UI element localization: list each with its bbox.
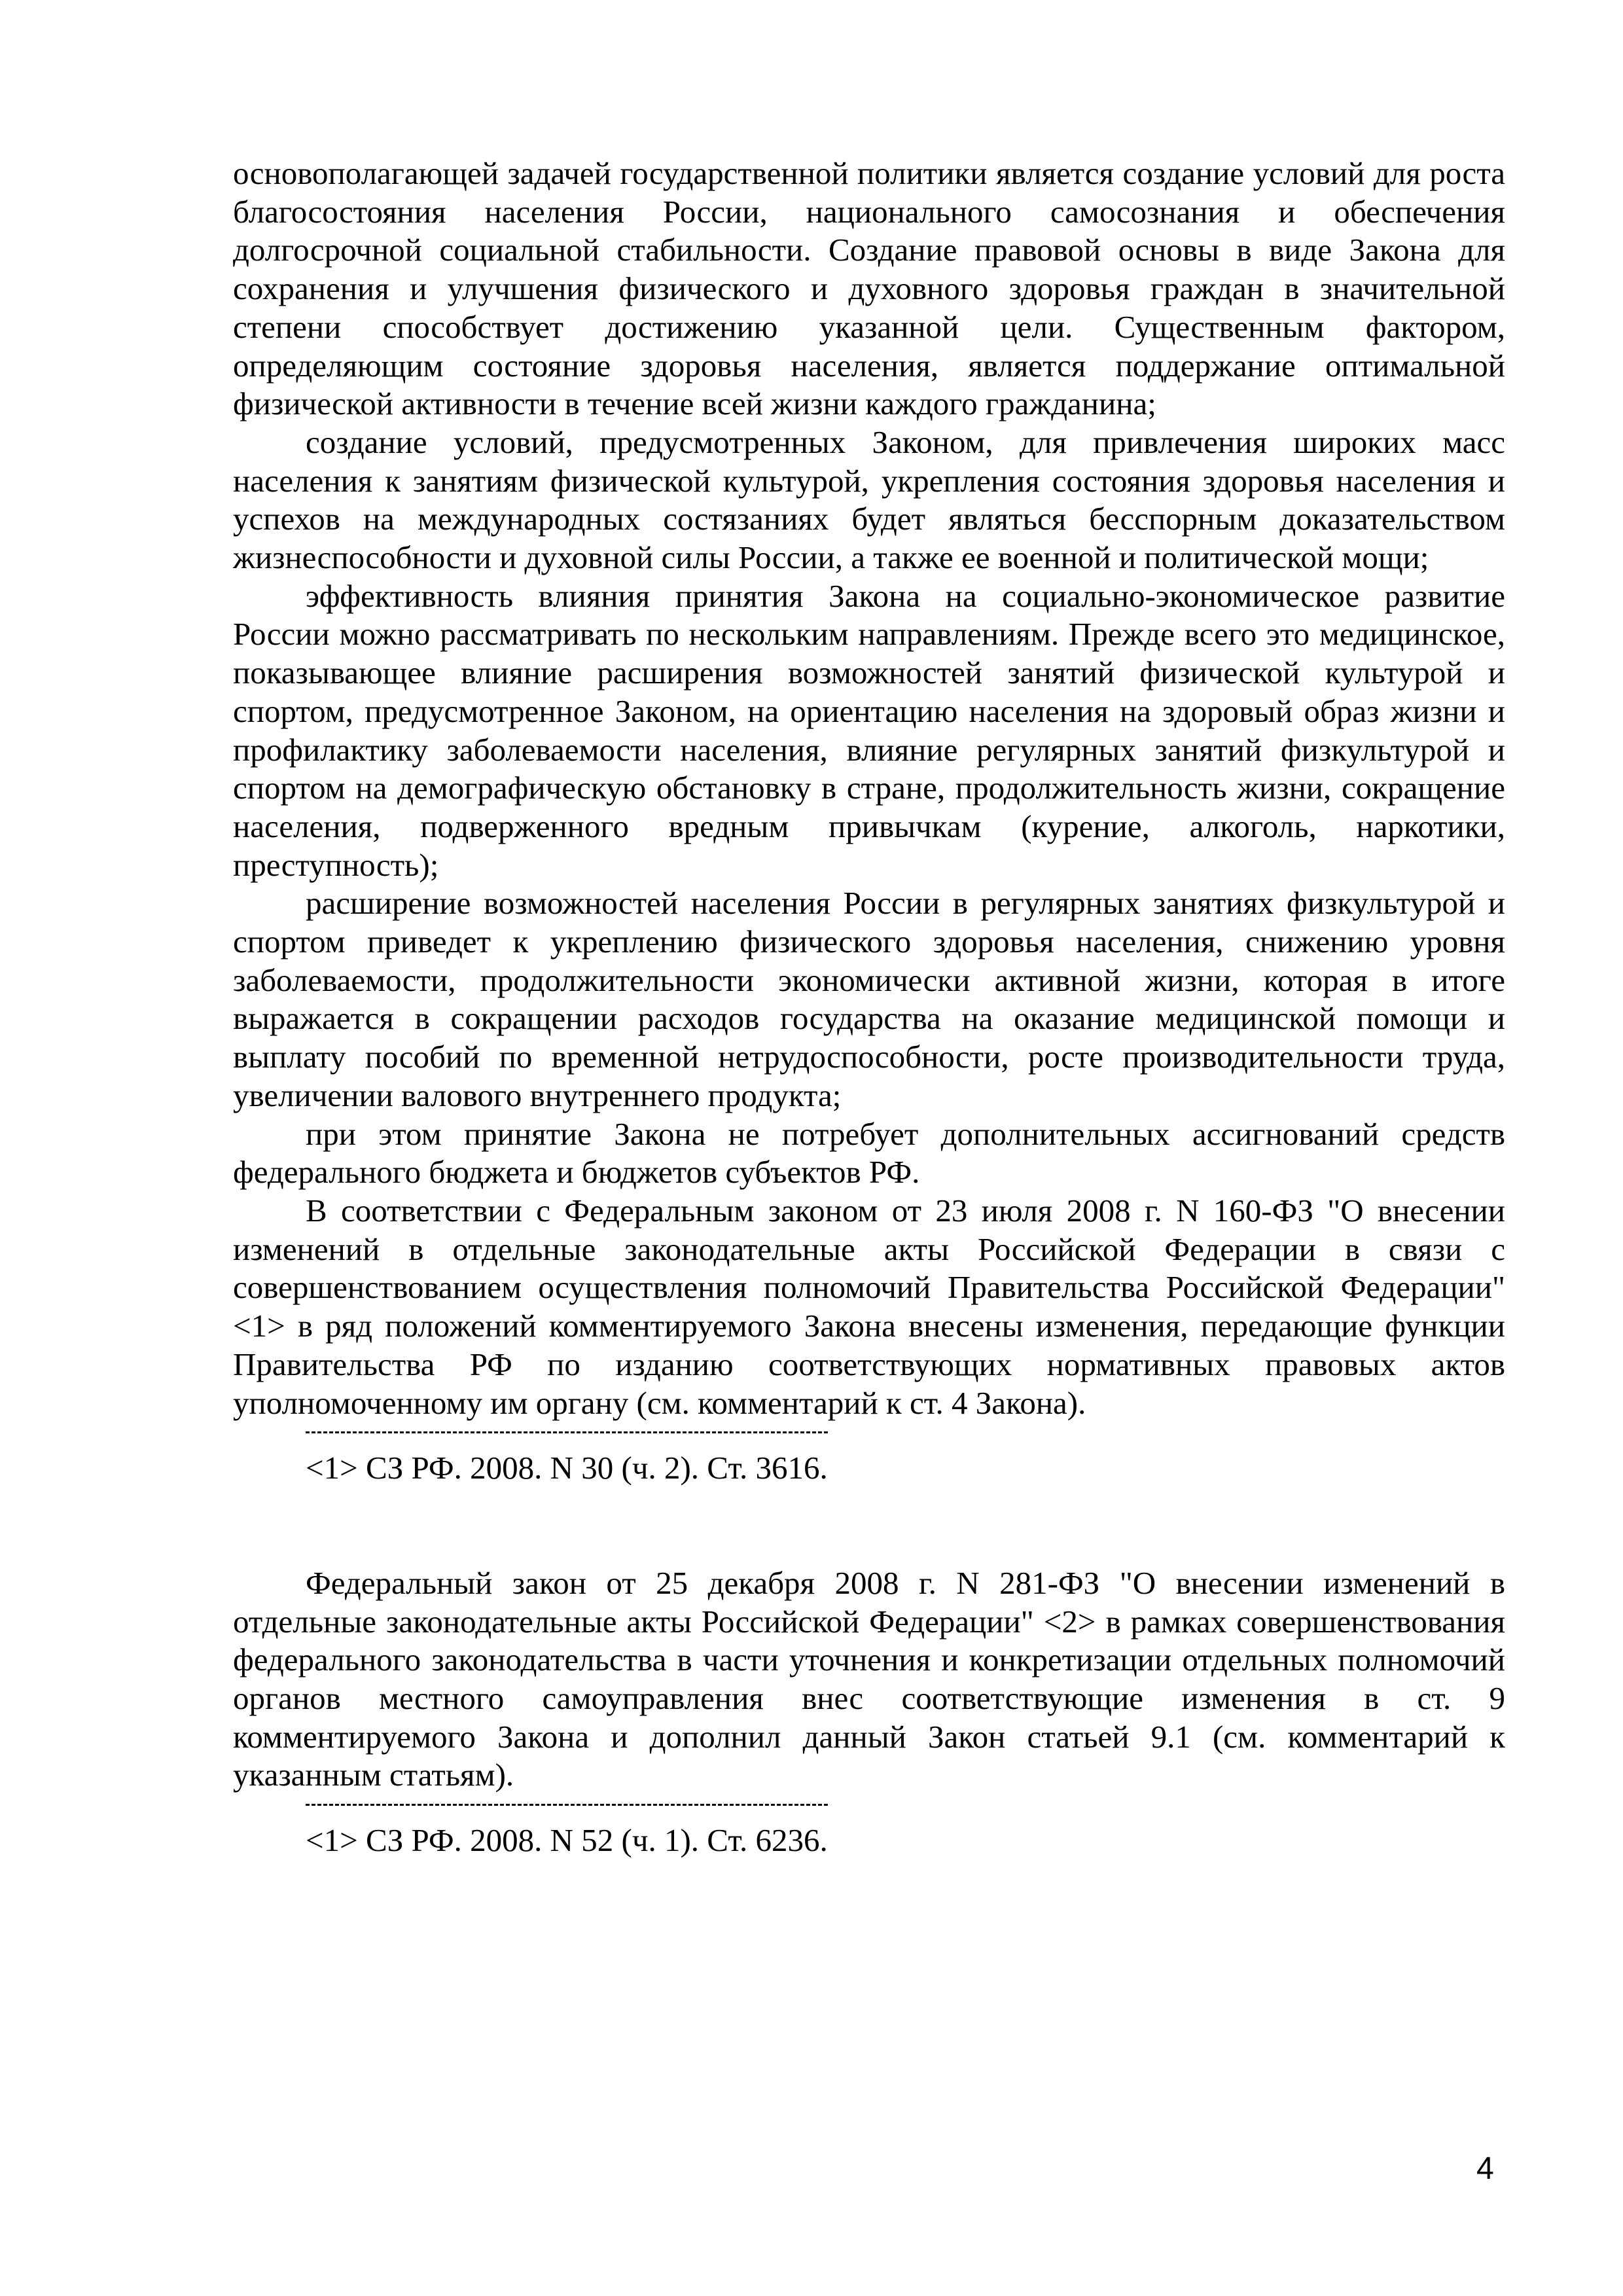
paragraph-opportunities: расширение возможностей населения России в регулярных занятиях физкультурой и спортом приведет к укреплению физического здоровья населения, снижению уровня заболеваемости, продолжительности экономически активной жизни, которая в итоге выражается в сокращении расходов государства на оказание медицинской помощи и выплату пособий по временной нетрудоспособности, росте производительности труда, увеличении валового внутреннего продукта; <box>233 885 1505 1113</box>
section-spacer <box>233 1488 1505 1564</box>
footnote-divider <box>306 1431 828 1433</box>
paragraph-conditions: создание условий, предусмотренных Законом, для привлечения широких масс населения к занятиям физической культурой, укрепления состояния здоровья населения и успехов на международных состязаниях будет являться бесспорным доказательством жизнеспособности и духовной силы России, а также ее военной и политической мощи; <box>233 423 1505 576</box>
footnote-1: <1> СЗ РФ. 2008. N 30 (ч. 2). Ст. 3616. <box>306 1450 828 1486</box>
footnote-2: <1> СЗ РФ. 2008. N 52 (ч. 1). Ст. 6236. <box>306 1822 828 1859</box>
paragraph-effectiveness: эффективность влияния принятия Закона на социально-экономическое развитие России можно рассматривать по нескольким направлениям. Прежде всего это медицинское, показывающее влияние расширения возможностей занятий физической культурой и спортом, предусмотренное Законом, на ориентацию населения на здоровый образ жизни и профилактику заболеваемости населения, влияние регулярных занятий физкультурой и спортом на демографическую обстановку в стране, продолжительность жизни, сокращение населения, подверженного вредным привычкам (курение, алкоголь, наркотики, преступность); <box>233 577 1505 883</box>
body-text <box>233 154 1505 1860</box>
paragraph-continuation: основополагающей задачей государственной политики является создание условий для роста благосостояния населения России, национального самосознания и обеспечения долгосрочной социальной стабильности. Создание правовой основы в виде Закона для сохранения и улучшения физического и духовного здоровья граждан в значительной степени способствует достижению указанной цели. Существенным фактором, определяющим состояние здоровья населения, является поддержание оптимальной физической активности в течение всей жизни каждого гражданина; <box>233 155 1505 422</box>
page-number: 4 <box>1476 2151 1494 2186</box>
paragraph-law-281: Федеральный закон от 25 декабря 2008 г. N 281-ФЗ "О внесении изменений в отдельные законодательные акты Российской Федерации" <2> в рамках совершенствования федерального законодательства в части уточнения и конкретизации отдельных полномочий органов местного самоуправления внес соответствующие изменения в ст. 9 комментируемого Закона и дополнил данный Закон статьей 9.1 (см. комментарий к указанным статьям). <box>233 1564 1505 1793</box>
footnote-divider <box>306 1804 828 1806</box>
paragraph-budget: при этом принятие Закона не потребует дополнительных ассигнований средств федерального бюджета и бюджетов субъектов РФ. <box>233 1115 1505 1191</box>
paragraph-law-160: В соответствии с Федеральным законом от 23 июля 2008 г. N 160-ФЗ "О внесении изменений в отдельные законодательные акты Российской Федерации в связи с совершенствованием осуществления полномочий Правительства Российской Федерации" <1> в ряд положений комментируемого Закона внесены изменения, передающие функции Правительства РФ по изданию соответствующих нормативных правовых актов уполномоченному им органу (см. комментарий к ст. 4 Закона). <box>233 1192 1505 1421</box>
